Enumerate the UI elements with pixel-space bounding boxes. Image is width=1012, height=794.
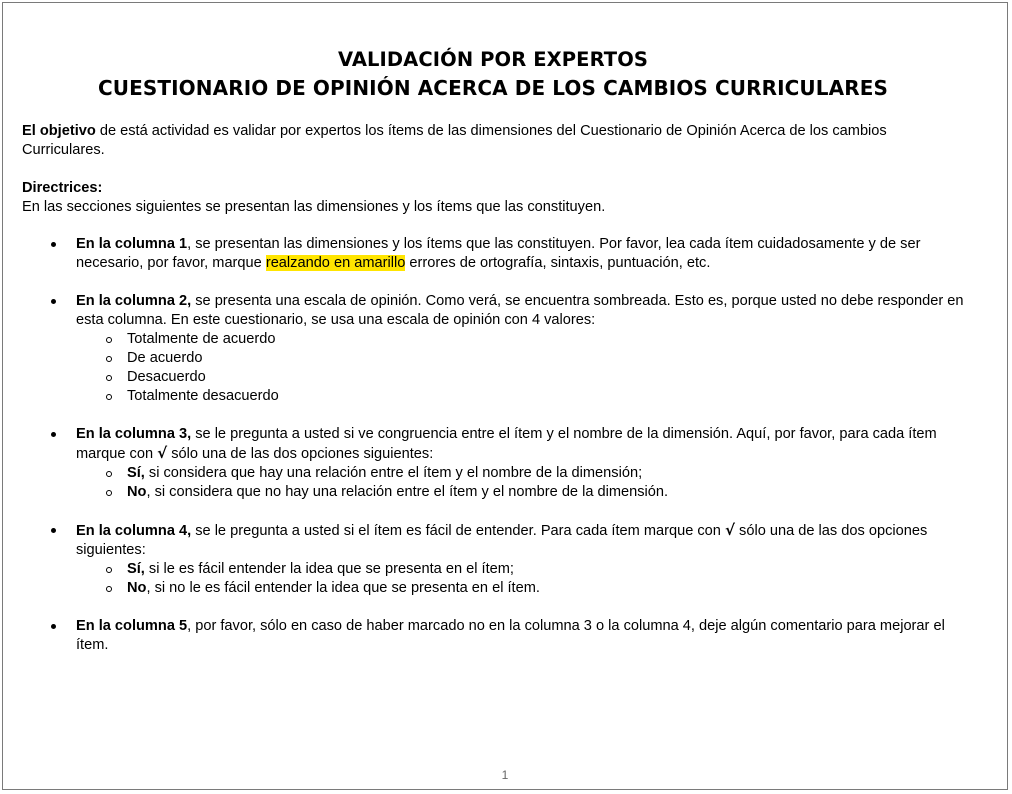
objective-paragraph bbox=[22, 122, 972, 160]
column-1-text-end: errores de ortografía, sintaxis, puntuación, etc. bbox=[405, 255, 711, 271]
title-line-2: CUESTIONARIO DE OPINIÓN ACERCA DE LOS CAMBIOS CURRICULARES bbox=[98, 76, 888, 100]
column-2-text: se presenta una escala de opinión. Como verá, se encuentra sombreada. Esto es, porque usted no debe responder en esta columna. En este cuestionario, se usa una escala de opinión con 4 valores: bbox=[76, 293, 964, 328]
column-4-text-end: sólo una de las dos opciones siguientes: bbox=[76, 523, 928, 558]
list-item-column-2 bbox=[22, 292, 972, 406]
list-item-column-4 bbox=[22, 521, 972, 598]
column-2-label: En la columna 2, bbox=[76, 293, 192, 309]
directrices-label: Directrices: bbox=[22, 180, 103, 196]
column-1-text: , se presentan las dimensiones y los ítems que las constituyen. Por favor, lea cada ítem cuidadosamente y de ser necesario, por favor, marque bbox=[76, 236, 921, 271]
option-si-label: Sí, bbox=[127, 561, 145, 577]
scale-options-list bbox=[76, 330, 972, 406]
page-content bbox=[22, 45, 972, 674]
list-item-column-3 bbox=[22, 425, 972, 502]
scale-option: Totalmente de acuerdo bbox=[76, 330, 972, 349]
objective-text: de está actividad es validar por expertos los ítems de las dimensiones del Cuestionario de Opinión Acerca de los cambios Curriculares. bbox=[22, 123, 887, 158]
option-si bbox=[76, 464, 972, 483]
scale-option: Desacuerdo bbox=[76, 368, 972, 387]
page-number: 1 bbox=[501, 768, 509, 782]
option-si bbox=[76, 560, 972, 579]
directrices-heading bbox=[22, 179, 972, 198]
checkmark-icon: √ bbox=[157, 444, 168, 462]
column-3-label: En la columna 3, bbox=[76, 426, 192, 442]
document-title bbox=[14, 45, 972, 103]
option-si-text: si considera que hay una relación entre el ítem y el nombre de la dimensión; bbox=[144, 465, 643, 481]
title-line-1: VALIDACIÓN POR EXPERTOS bbox=[337, 48, 649, 71]
column-5-label: En la columna 5 bbox=[76, 618, 188, 634]
scale-option: De acuerdo bbox=[76, 349, 972, 368]
scale-option: Totalmente desacuerdo bbox=[76, 387, 972, 406]
column-3-text: se le pregunta a usted si ve congruencia entre el ítem y el nombre de la dimensión. Aquí, por favor, para cada ítem marque con bbox=[76, 426, 937, 462]
directrices-text: En las secciones siguientes se presentan las dimensiones y los ítems que las constituyen. bbox=[22, 199, 606, 215]
highlighted-text: realzando en amarillo bbox=[265, 255, 406, 271]
option-no-label: No bbox=[127, 484, 147, 500]
list-item-column-1 bbox=[22, 235, 972, 273]
instructions-list bbox=[22, 235, 972, 655]
checkmark-icon: √ bbox=[724, 521, 735, 539]
option-no bbox=[76, 483, 972, 502]
column-4-text: se le pregunta a usted si el ítem es fácil de entender. Para cada ítem marque con bbox=[191, 523, 725, 539]
option-no-text: , si no le es fácil entender la idea que se presenta en el ítem. bbox=[146, 580, 540, 596]
document-page bbox=[2, 2, 1008, 790]
objective-label: El objetivo bbox=[22, 123, 96, 139]
clarity-options-list bbox=[76, 560, 972, 598]
option-no-label: No bbox=[127, 580, 147, 596]
option-no bbox=[76, 579, 972, 598]
column-3-text-end: sólo una de las dos opciones siguientes: bbox=[167, 446, 434, 462]
option-si-label: Sí, bbox=[127, 465, 145, 481]
option-no-text: , si considera que no hay una relación entre el ítem y el nombre de la dimensión. bbox=[146, 484, 669, 500]
column-1-label: En la columna 1 bbox=[76, 236, 188, 252]
congruence-options-list bbox=[76, 464, 972, 502]
option-si-text: si le es fácil entender la idea que se presenta en el ítem; bbox=[144, 561, 514, 577]
column-5-text: , por favor, sólo en caso de haber marcado no en la columna 3 o la columna 4, deje algún comentario para mejorar el ítem. bbox=[76, 618, 945, 653]
column-4-label: En la columna 4, bbox=[76, 523, 192, 539]
list-item-column-5 bbox=[22, 617, 972, 655]
